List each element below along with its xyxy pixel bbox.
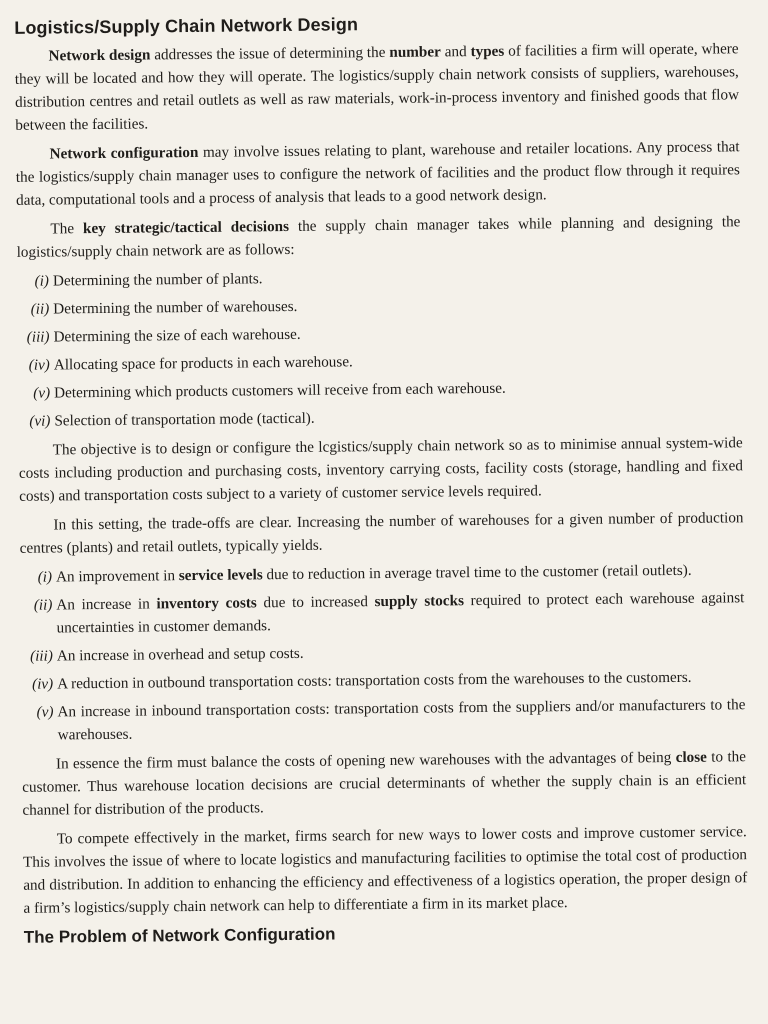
list-item (17, 290, 741, 321)
list-number: (vi) (29, 412, 51, 430)
list-item (21, 665, 745, 696)
term-supply-stocks: supply stocks (374, 592, 465, 611)
list-text: A reduction in outbound transportation costs: transportation costs from the warehouses to the customers. (57, 668, 692, 693)
trade-offs-list (20, 558, 746, 747)
list-item (18, 346, 742, 377)
list-number: (iv) (31, 675, 54, 693)
list-number: (v) (33, 384, 51, 402)
term-types: types (470, 42, 505, 61)
list-text: Determining the size of each warehouse. (53, 325, 301, 346)
term-service-levels: service levels (178, 566, 263, 585)
list-text: Determining which products customers will receive from each warehouse. (54, 379, 506, 402)
list-text: Determining the number of warehouses. (53, 297, 298, 318)
paragraph-text: In essence the firm must balance the costs of opening new warehouses with the advantages of being (55, 748, 676, 773)
list-text: An improvement in (55, 567, 179, 586)
term-close: close (675, 748, 707, 766)
list-number: (iv) (28, 356, 50, 374)
list-item (18, 402, 742, 433)
paragraph-text: and (440, 43, 471, 61)
term-inventory-costs: inventory costs (156, 594, 257, 613)
list-text: required to protect each warehouse against uncertainties in customer demands. (56, 589, 745, 637)
page-title: Logistics/Supply Chain Network Design (14, 14, 359, 38)
list-item (17, 262, 741, 293)
list-text: due to increased (256, 593, 375, 612)
list-item (17, 318, 741, 349)
paragraph-text: the supply chain manager takes while planning and designing the logistics/supply chain network are as follows: (16, 213, 741, 261)
list-number: (iii) (30, 647, 53, 665)
list-number: (ii) (33, 596, 53, 614)
paragraph-compete: To compete effectively in the market, firms search for new ways to lower costs and improve customer service. This involves the issue of where to locate logistics and manufacturing facilities to optimise the total cost of production and distribution. In addition to enhancing the efficiency and effectiveness of a logistics operation, the proper design of a firm’s logistics/supply chain network can help to differentiate a firm in its market place. (22, 823, 748, 917)
next-section-heading: The Problem of Network Configuration (23, 924, 336, 947)
list-number: (ii) (30, 300, 50, 318)
list-text: An increase in inbound transportation costs: transportation costs from the suppliers and/or manufacturers to the warehouses. (57, 696, 746, 744)
paragraph-text: of facilities a firm will operate, where they will be located and how they will operate. The logistics/supply chain network consists of suppliers, warehouses, distribution centres and retail outlets as well as raw materials, work-in-process inventory and finished goods that flow between the facilities. (14, 40, 740, 134)
paragraph-network-configuration (15, 135, 740, 212)
paragraph-text: to the customer. Thus warehouse location decisions are crucial determinants of whether the supply chain is an efficient channel for distribution of the products. (22, 748, 747, 819)
list-item (20, 586, 744, 640)
term-network-design: Network design (48, 46, 151, 65)
paragraph-objective: The objective is to design or configure the lcgistics/supply chain network so as to minimise annual system-wide costs including production and purchasing costs, inventory carrying costs, facility costs (storage, handling and fixed costs) and transportation costs subject to a variety of customer service levels required. (18, 434, 744, 505)
paragraph-text: may involve issues relating to plant, warehouse and retailer locations. Any process that the logistics/supply chain manager uses to configure the network of facilities and the product flow through it requires data, computational tools and a process of analysis that leads to a good network design. (15, 138, 740, 209)
list-text: An increase in overhead and setup costs. (56, 644, 304, 665)
paragraph-key-decisions (16, 210, 740, 264)
paragraph-essence (22, 745, 747, 822)
term-number: number (389, 43, 441, 61)
list-number: (i) (34, 272, 50, 290)
list-text: Selection of transportation mode (tactical). (54, 409, 315, 430)
list-item (18, 374, 742, 405)
list-text: Determining the number of plants. (52, 270, 263, 290)
list-item (21, 693, 745, 747)
paragraph-trade-offs: In this setting, the trade-offs are clear. Increasing the number of warehouses for a given number of production centres (plants) and retail outlets, typically yields. (19, 509, 744, 557)
list-number: (iii) (26, 328, 50, 346)
decisions-list (17, 262, 743, 433)
list-number: (v) (36, 703, 54, 721)
list-text: Allocating space for products in each warehouse. (53, 353, 353, 374)
term-network-configuration: Network configuration (49, 143, 199, 163)
term-key-decisions: key strategic/tactical decisions (82, 217, 290, 238)
paragraph-network-design (14, 37, 739, 137)
list-item (21, 637, 745, 668)
list-text: due to reduction in average travel time to the customer (retail outlets). (262, 561, 692, 584)
paragraph-text: addresses the issue of determining the (154, 43, 390, 64)
list-number: (i) (37, 568, 53, 586)
list-text: An increase in (56, 595, 157, 614)
paragraph-text: The (50, 220, 84, 238)
list-item (20, 558, 744, 589)
